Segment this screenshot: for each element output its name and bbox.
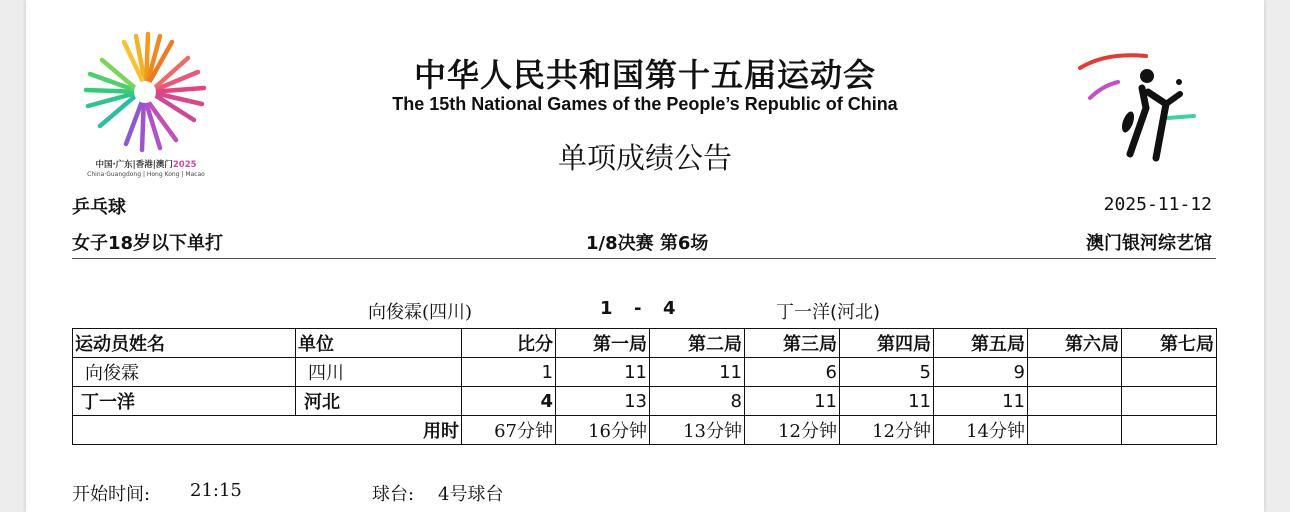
venue-name: 澳门银河综艺馆 — [1086, 233, 1212, 254]
match-score-dash: - — [634, 298, 642, 319]
game-duration: 16分钟 — [556, 416, 650, 445]
score-table-header — [73, 329, 1217, 358]
header-game-4: 第四局 — [840, 329, 934, 358]
game-score: 5 — [840, 358, 934, 387]
duration-label: 用时 — [73, 416, 462, 445]
header-divider — [72, 258, 1216, 259]
athlete-score: 4 — [462, 387, 556, 416]
game-score: 11 — [650, 358, 745, 387]
athlete-unit: 河北 — [296, 387, 462, 416]
game-score: 11 — [745, 387, 840, 416]
games-title-cn: 中华人民共和国第十五届运动会 — [413, 56, 876, 94]
round-info: 1/8决赛 第6场 — [586, 233, 709, 254]
match-score1: 1 — [600, 298, 613, 319]
header-athlete-name: 运动员姓名 — [73, 329, 296, 358]
total-duration: 67分钟 — [462, 416, 556, 445]
match-player1: 向俊霖(四川) — [368, 302, 473, 323]
game-score: 9 — [934, 358, 1028, 387]
start-time: 21:15 — [190, 480, 242, 501]
table-tennis-player-icon — [1076, 50, 1196, 162]
game-duration: 14分钟 — [934, 416, 1028, 445]
duration-row — [73, 416, 1217, 445]
game-score — [1028, 358, 1122, 387]
event-name: 女子18岁以下单打 — [72, 233, 224, 254]
table-number-label: 球台: — [372, 484, 415, 505]
game-score: 11 — [934, 387, 1028, 416]
document-title: 单项成绩公告 — [557, 141, 732, 175]
game-duration: 13分钟 — [650, 416, 745, 445]
sport-name: 乒乓球 — [72, 197, 126, 218]
event-date: 2025-11-12 — [1103, 194, 1212, 215]
start-time-label: 开始时间: — [72, 484, 151, 505]
header-unit: 单位 — [296, 329, 462, 358]
header-game-1: 第一局 — [556, 329, 650, 358]
athlete-name: 丁一洋 — [73, 387, 296, 416]
table-row — [73, 387, 1217, 416]
emblem-caption-en: China·Guangdong | Hong Kong | Macao — [87, 171, 205, 178]
game-duration: 12分钟 — [745, 416, 840, 445]
game-score — [1028, 387, 1122, 416]
emblem-caption-cn: 中国·广东|香港|澳门 — [95, 160, 173, 170]
header-score: 比分 — [462, 329, 556, 358]
game-duration — [1122, 416, 1217, 445]
table-number: 4号球台 — [438, 484, 504, 505]
game-duration — [1028, 416, 1122, 445]
header-game-2: 第二局 — [650, 329, 745, 358]
game-score: 8 — [650, 387, 745, 416]
header-game-5: 第五局 — [934, 329, 1028, 358]
match-player2: 丁一洋(河北) — [776, 302, 881, 323]
athlete-score: 1 — [462, 358, 556, 387]
table-row — [73, 358, 1217, 387]
athlete-name: 向俊霖 — [73, 358, 296, 387]
header-game-7: 第七局 — [1122, 329, 1217, 358]
header-game-3: 第三局 — [745, 329, 840, 358]
athlete-unit: 四川 — [296, 358, 462, 387]
games-title-en: The 15th National Games of the People’s Republic of China — [392, 94, 898, 114]
game-score — [1122, 358, 1217, 387]
score-table — [72, 328, 1217, 445]
game-score: 6 — [745, 358, 840, 387]
game-duration: 12分钟 — [840, 416, 934, 445]
game-score: 11 — [556, 358, 650, 387]
header-game-6: 第六局 — [1028, 329, 1122, 358]
game-score: 11 — [840, 387, 934, 416]
result-sheet — [26, 0, 1264, 512]
game-score — [1122, 387, 1217, 416]
game-score: 13 — [556, 387, 650, 416]
table-tennis-pictogram — [1076, 50, 1196, 162]
match-score2: 4 — [663, 298, 676, 319]
emblem-caption-year: 2025 — [172, 160, 197, 170]
